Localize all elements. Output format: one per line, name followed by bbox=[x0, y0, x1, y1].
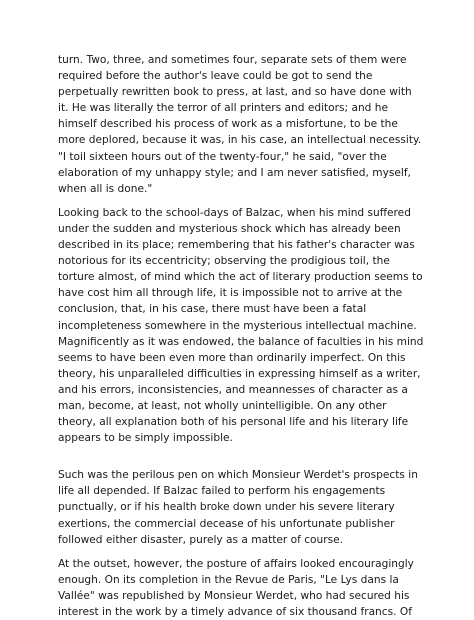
paragraph-3 bbox=[58, 467, 420, 547]
text-line: followed either disaster, purely as a matter of course. bbox=[58, 533, 343, 546]
text-line: under the sudden and mysterious shock which has already been bbox=[58, 222, 401, 235]
text-line: At the outset, however, the posture of affairs looked encouragingly bbox=[58, 557, 414, 570]
text-line: enough. On its completion in the Revue de Paris, "Le Lys dans la bbox=[58, 573, 399, 586]
text-line: required before the author's leave could be got to send the bbox=[58, 70, 373, 83]
text-line: life all depended. If Balzac failed to perform his engagements bbox=[58, 485, 386, 498]
text-line: seems to have been even more than ordinarily imperfect. On this bbox=[58, 351, 406, 364]
text-line: theory, his unparalleled difficulties in expressing himself as a writer, bbox=[58, 367, 421, 380]
text-line: elaboration of my unhappy style; and I am never satisfied, myself, bbox=[58, 166, 411, 179]
text-line: exertions, the commercial decease of his unfortunate publisher bbox=[58, 517, 395, 530]
text-line: described in its place; remembering that his father's character was bbox=[58, 239, 415, 252]
text-line: notorious for its eccentricity; observing the prodigious toil, the bbox=[58, 255, 390, 268]
text-line: "I toil sixteen hours out of the twenty-four," he said, "over the bbox=[58, 150, 387, 163]
text-line: Magnificently as it was endowed, the balance of faculties in his mind bbox=[58, 335, 424, 348]
text-line: perpetually rewritten book to press, at last, and so have done with bbox=[58, 86, 412, 99]
paragraph-1 bbox=[58, 52, 420, 197]
text-line: incompleteness somewhere in the mysterious intellectual machine. bbox=[58, 319, 417, 332]
paragraph-spacer bbox=[58, 548, 420, 556]
paragraph-spacer bbox=[58, 446, 420, 467]
text-line: himself described his process of work as a misfortune, to be the bbox=[58, 118, 398, 131]
text-line: torture almost, of mind which the act of literary production seems to bbox=[58, 271, 423, 284]
text-line: theory, all explanation both of his personal life and his literary life bbox=[58, 416, 409, 429]
text-line: appears to be simply impossible. bbox=[58, 432, 233, 445]
text-line: Looking back to the school-days of Balzac, when his mind suffered bbox=[58, 206, 411, 219]
text-line: more deplored, because it was, in his case, an intellectual necessity. bbox=[58, 134, 422, 147]
text-line: it. He was literally the terror of all printers and editors; and he bbox=[58, 102, 389, 115]
text-line: when all is done." bbox=[58, 182, 153, 195]
text-line: Vallée" was republished by Monsieur Werdet, who had secured his bbox=[58, 589, 410, 602]
text-line: conclusion, that, in his case, there must have been a fatal bbox=[58, 303, 367, 316]
text-line: and his errors, inconsistencies, and meannesses of character as a bbox=[58, 383, 408, 396]
text-line: man, become, at least, not wholly unintelligible. On any other bbox=[58, 399, 387, 412]
text-line: punctually, or if his health broke down under his severe literary bbox=[58, 501, 395, 514]
paragraph-2 bbox=[58, 205, 424, 446]
text-line: Such was the perilous pen on which Monsieur Werdet's prospects in bbox=[58, 469, 418, 482]
paragraph-4 bbox=[58, 556, 420, 620]
text-line: interest in the work by a timely advance of six thousand francs. Of bbox=[58, 606, 412, 618]
body-text bbox=[58, 52, 424, 620]
text-line: have cost him all through life, it is impossible not to arrive at the bbox=[58, 287, 403, 300]
text-line: turn. Two, three, and sometimes four, separate sets of them were bbox=[58, 54, 407, 66]
paragraph-spacer bbox=[58, 197, 420, 205]
